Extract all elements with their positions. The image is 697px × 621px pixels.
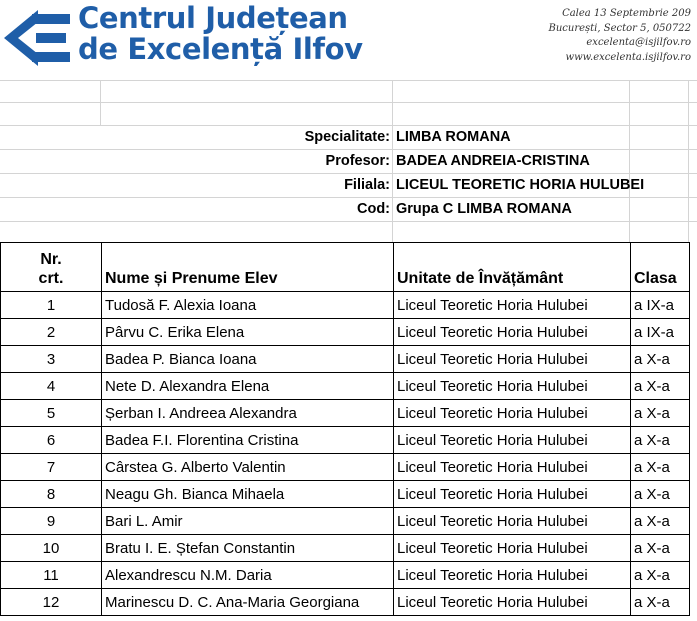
specialitate-value: LIMBA ROMANA [396,129,511,145]
address-line2: București, Sector 5, 050722 [548,22,691,34]
cell-school: Liceul Teoretic Horia Hulubei [394,508,631,535]
cell-school: Liceul Teoretic Horia Hulubei [394,292,631,319]
website-text: www.excelenta.isjilfov.ro [565,51,691,63]
cod-label: Cod: [356,201,390,217]
profesor-label: Profesor: [325,153,390,169]
cell-school: Liceul Teoretic Horia Hulubei [394,481,631,508]
cell-student-name: Neagu Gh. Bianca Mihaela [102,481,394,508]
contact-block [549,7,692,65]
cell-class: a IX-a [631,319,690,346]
cell-class: a X-a [631,508,690,535]
cell-school: Liceul Teoretic Horia Hulubei [394,589,631,616]
cell-school: Liceul Teoretic Horia Hulubei [394,400,631,427]
cell-student-name: Șerban I. Andreea Alexandra [102,400,394,427]
header-nr-line2: crt. [38,270,64,287]
cell-nr: 7 [1,454,102,481]
info-row-filiala [0,174,697,197]
cell-school: Liceul Teoretic Horia Hulubei [394,346,631,373]
cell-class: a X-a [631,454,690,481]
cell-student-name: Tudosă F. Alexia Ioana [102,292,394,319]
cell-school: Liceul Teoretic Horia Hulubei [394,535,631,562]
header-class: Clasa [631,243,690,292]
cell-class: a X-a [631,481,690,508]
cell-student-name: Pârvu C. Erika Elena [102,319,394,346]
organization-name-line1: Centrul Județean [78,1,348,35]
table-row [1,292,690,319]
cell-nr: 9 [1,508,102,535]
header-nr-line1: Nr. [40,251,62,268]
table-row [1,400,690,427]
email-text: excelenta@isjilfov.ro [586,37,691,48]
filiala-label: Filiala: [344,177,390,193]
cell-nr: 5 [1,400,102,427]
cell-school: Liceul Teoretic Horia Hulubei [394,562,631,589]
grid-line [0,80,697,81]
cell-nr: 11 [1,562,102,589]
letterhead [0,0,697,80]
table-row [1,589,690,616]
header-school: Unitate de Învățământ [394,243,631,292]
cell-school: Liceul Teoretic Horia Hulubei [394,319,631,346]
cell-class: a X-a [631,535,690,562]
info-row-cod [0,198,697,221]
filiala-value: LICEUL TEORETIC HORIA HULUBEI [396,177,645,193]
cell-school: Liceul Teoretic Horia Hulubei [394,373,631,400]
cell-nr: 3 [1,346,102,373]
cell-class: a X-a [631,427,690,454]
table-row [1,562,690,589]
cell-nr: 1 [1,292,102,319]
cell-student-name: Alexandrescu N.M. Daria [102,562,394,589]
cell-student-name: Badea F.I. Florentina Cristina [102,427,394,454]
table-row [1,346,690,373]
cell-student-name: Nete D. Alexandra Elena [102,373,394,400]
cell-class: a X-a [631,346,690,373]
table-row [1,454,690,481]
header-name: Nume și Prenume Elev [102,243,394,292]
cej-logo-icon [2,8,74,68]
address-line1: Calea 13 Septembrie 209 [562,8,691,19]
header-nr-crt [1,243,102,292]
cell-school: Liceul Teoretic Horia Hulubei [394,427,631,454]
cell-school: Liceul Teoretic Horia Hulubei [394,454,631,481]
cell-nr: 6 [1,427,102,454]
grid-line [0,102,697,103]
info-row-profesor [0,150,697,173]
cod-value: Grupa C LIMBA ROMANA [396,201,572,217]
organization-name [78,3,363,65]
grid-line [100,80,101,125]
table-row [1,535,690,562]
table-row [1,373,690,400]
cell-class: a X-a [631,562,690,589]
cell-student-name: Bratu I. E. Ștefan Constantin [102,535,394,562]
cell-class: a X-a [631,589,690,616]
cell-nr: 12 [1,589,102,616]
cell-student-name: Badea P. Bianca Ioana [102,346,394,373]
table-header-row [1,243,690,292]
cell-class: a X-a [631,400,690,427]
cell-nr: 2 [1,319,102,346]
info-row-specialitate [0,126,697,149]
cell-student-name: Cârstea G. Alberto Valentin [102,454,394,481]
profesor-value: BADEA ANDREIA-CRISTINA [396,153,590,169]
cell-nr: 10 [1,535,102,562]
cell-class: a X-a [631,373,690,400]
cell-student-name: Bari L. Amir [102,508,394,535]
cell-class: a IX-a [631,292,690,319]
table-row [1,481,690,508]
table-row [1,319,690,346]
table-row [1,508,690,535]
cell-nr: 8 [1,481,102,508]
students-table [0,242,690,616]
cell-student-name: Marinescu D. C. Ana-Maria Georgiana [102,589,394,616]
specialitate-label: Specialitate: [304,129,390,145]
cell-nr: 4 [1,373,102,400]
table-row [1,427,690,454]
grid-line [0,221,697,222]
organization-name-line2: de Excelență Ilfov [78,32,363,66]
